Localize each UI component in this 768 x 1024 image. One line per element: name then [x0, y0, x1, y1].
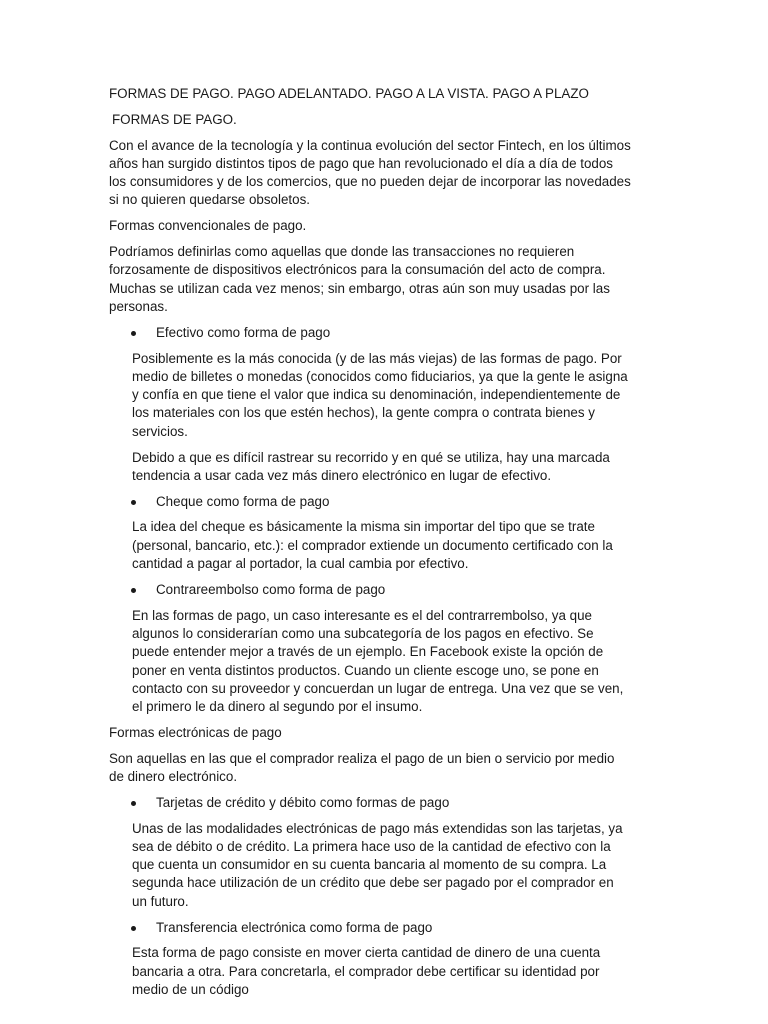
intro-paragraph: Con el avance de la tecnología y la continua evolución del sector Fintech, en los últimos años han surgido distintos tipos de pago que han revolucionado el día a día de todos los consumidores y de los comercios, que no pueden dejar de incorporar las novedades si no quieren quedarse obsoletos. [109, 137, 631, 208]
electronic-heading: Formas electrónicas de pago [109, 724, 282, 740]
bullet-cheque [109, 493, 632, 511]
bullet-efectivo-label: Efectivo como forma de pago [156, 324, 331, 340]
bullet-dot-icon [131, 500, 136, 505]
bullet-dot-icon [131, 926, 136, 931]
tarjetas-paragraph: Unas de las modalidades electrónicas de pago más extendidas son las tarjetas, ya sea de débito o de crédito. La primera hace uso de la cantidad de efectivo con la que cuenta un consumidor en su cuenta bancaria al momento de su compra. La segunda hace utilización de un crédito que debe ser pagado por el comprador en un futuro. [132, 820, 623, 909]
efectivo-paragraph-1: Posiblemente es la más conocida (y de las más viejas) de las formas de pago. Por medio de billetes o monedas (conocidos como fiduciarios, ya que la gente le asigna y confía en que tiene el valor que indica su denominación, independientemente de los materiales con los que estén hechos), la gente compra o contrata bienes y servicios. [132, 350, 628, 439]
transferencia-paragraph: Esta forma de pago consiste en mover cierta cantidad de dinero de una cuenta bancaria a otra. Para concretarla, el comprador debe certificar su identidad por medio de un código [132, 945, 601, 997]
section-title-formas-de-pago: FORMAS DE PAGO. [112, 111, 237, 127]
conventional-intro-paragraph: Podríamos definirlas como aquellas que donde las transacciones no requieren forzosamente de dispositivos electrónicos para la consumación del acto de compra. Muchas se utilizan cada vez menos; sin embargo, otras aún son muy usadas por las personas. [109, 244, 610, 314]
contrareembolso-paragraph: En las formas de pago, un caso interesante es el del contrarrembolso, ya que algunos lo considerarían como una subcategoría de los pagos en efectivo. Se puede entender mejor a través de un ejemplo. En Facebook existe la opción de poner en venta distintos productos. Cuando un cliente escoge uno, se pone en contacto con su proveedor y concuerdan un lugar de entrega. Una vez que se ven, el primero le da dinero al segundo por el insumo. [132, 607, 624, 715]
bullet-contrareembolso-label: Contrareembolso como forma de pago [156, 581, 386, 597]
bullet-tarjetas [109, 794, 632, 812]
bullet-dot-icon [131, 801, 136, 806]
bullet-contrareembolso [109, 581, 632, 599]
bullet-efectivo [109, 324, 632, 342]
bullet-cheque-label: Cheque como forma de pago [156, 493, 330, 509]
bullet-transferencia-label: Transferencia electrónica como forma de pago [156, 919, 433, 935]
efectivo-paragraph-2: Debido a que es difícil rastrear su recorrido y en qué se utiliza, hay una marcada tendencia a usar cada vez más dinero electrónico en lugar de efectivo. [132, 449, 610, 483]
conventional-heading: Formas convencionales de pago. [109, 218, 307, 234]
bullet-dot-icon [131, 331, 136, 336]
document-title: FORMAS DE PAGO. PAGO ADELANTADO. PAGO A LA VISTA. PAGO A PLAZO [109, 86, 589, 101]
cheque-paragraph: La idea del cheque es básicamente la misma sin importar del tipo que se trate (personal, bancario, etc.): el comprador extiende un documento certificado con la cantidad a pagar al portador, la cual cambia por efectivo. [132, 519, 613, 572]
electronic-intro-paragraph: Son aquellas en las que el comprador realiza el pago de un bien o servicio por medio de dinero electrónico. [109, 750, 615, 784]
bullet-transferencia [109, 919, 632, 937]
bullet-dot-icon [131, 588, 136, 593]
bullet-tarjetas-label: Tarjetas de crédito y débito como formas de pago [156, 794, 450, 810]
